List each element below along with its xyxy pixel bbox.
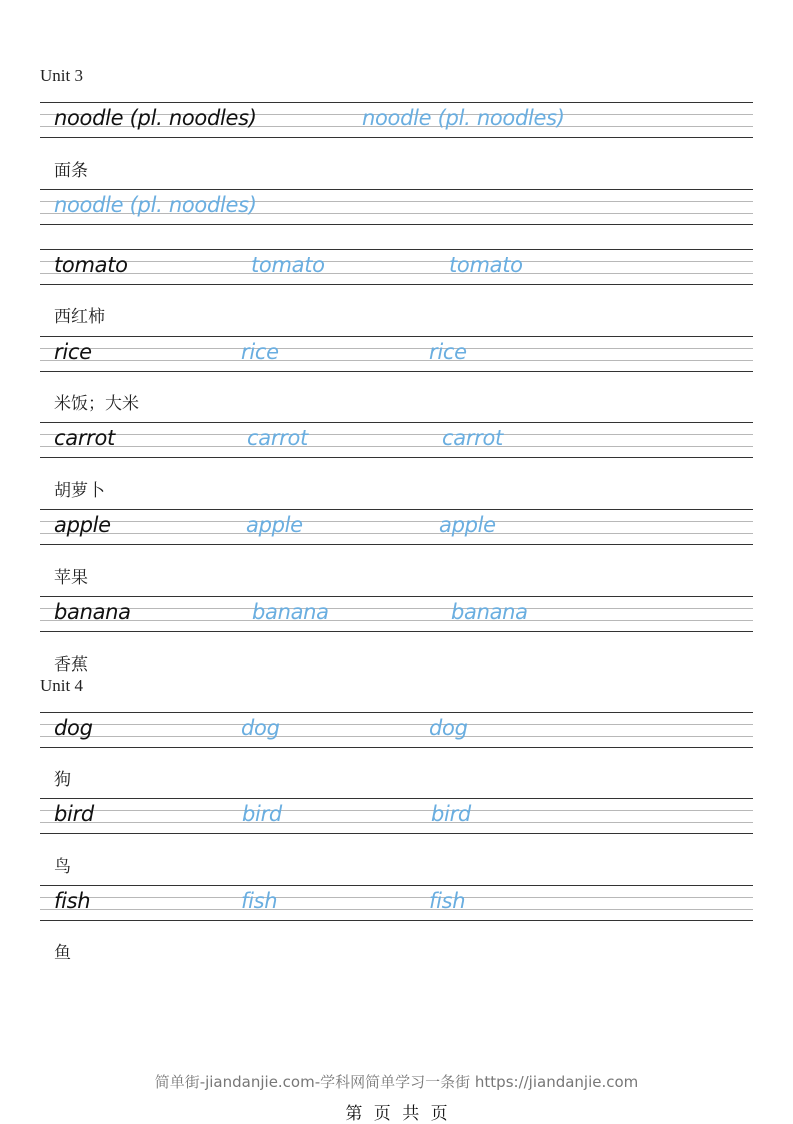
practice-line-rice — [40, 336, 753, 372]
trace-word: bird — [431, 802, 471, 826]
practice-line-bird — [40, 798, 753, 834]
trace-word: tomato — [251, 253, 325, 277]
trace-word: carrot — [442, 426, 503, 450]
trace-word: rice — [241, 340, 279, 364]
word-meaning: 鱼 — [54, 943, 71, 963]
practice-line-noodle — [40, 102, 753, 138]
vocab-word: fish — [54, 889, 91, 913]
unit-title: Unit 3 — [40, 66, 83, 85]
vocab-word: carrot — [54, 426, 115, 450]
vocab-word: rice — [54, 340, 92, 364]
unit-title: Unit 4 — [40, 676, 83, 695]
vocab-word: noodle (pl. noodles) — [54, 106, 257, 130]
vocab-word: banana — [54, 600, 131, 624]
trace-word: noodle (pl. noodles) — [54, 193, 257, 217]
word-meaning: 米饭；大米 — [54, 394, 139, 414]
word-meaning: 鸟 — [54, 857, 71, 877]
practice-line-banana — [40, 596, 753, 632]
vocab-word: bird — [54, 802, 94, 826]
trace-word: dog — [429, 716, 468, 740]
vocab-word: apple — [54, 513, 111, 537]
trace-word: carrot — [247, 426, 308, 450]
trace-word: dog — [241, 716, 280, 740]
trace-word: apple — [439, 513, 496, 537]
trace-word: banana — [252, 600, 329, 624]
trace-word: fish — [241, 889, 278, 913]
practice-line-noodle-extra — [40, 189, 753, 225]
practice-line-dog — [40, 712, 753, 748]
practice-line-fish — [40, 885, 753, 921]
trace-word: tomato — [449, 253, 523, 277]
word-meaning: 香蕉 — [54, 655, 88, 675]
footer-page-number: 第 页 共 页 — [345, 1104, 448, 1124]
practice-line-apple — [40, 509, 753, 545]
footer-site-text: 简单街-jiandanjie.com-学科网简单学习一条街 https://jiandanjie.com — [154, 1073, 639, 1091]
vocab-word: dog — [54, 716, 93, 740]
word-meaning: 苹果 — [54, 568, 88, 588]
word-meaning: 狗 — [54, 770, 71, 790]
trace-word: noodle (pl. noodles) — [362, 106, 565, 130]
word-meaning: 面条 — [54, 161, 88, 181]
practice-line-carrot — [40, 422, 753, 458]
practice-line-tomato — [40, 249, 753, 285]
trace-word: fish — [429, 889, 466, 913]
vocab-word: tomato — [54, 253, 128, 277]
trace-word: apple — [246, 513, 303, 537]
trace-word: banana — [451, 600, 528, 624]
trace-word: rice — [429, 340, 467, 364]
trace-word: bird — [242, 802, 282, 826]
word-meaning: 西红柿 — [54, 307, 105, 327]
word-meaning: 胡萝卜 — [54, 481, 105, 501]
